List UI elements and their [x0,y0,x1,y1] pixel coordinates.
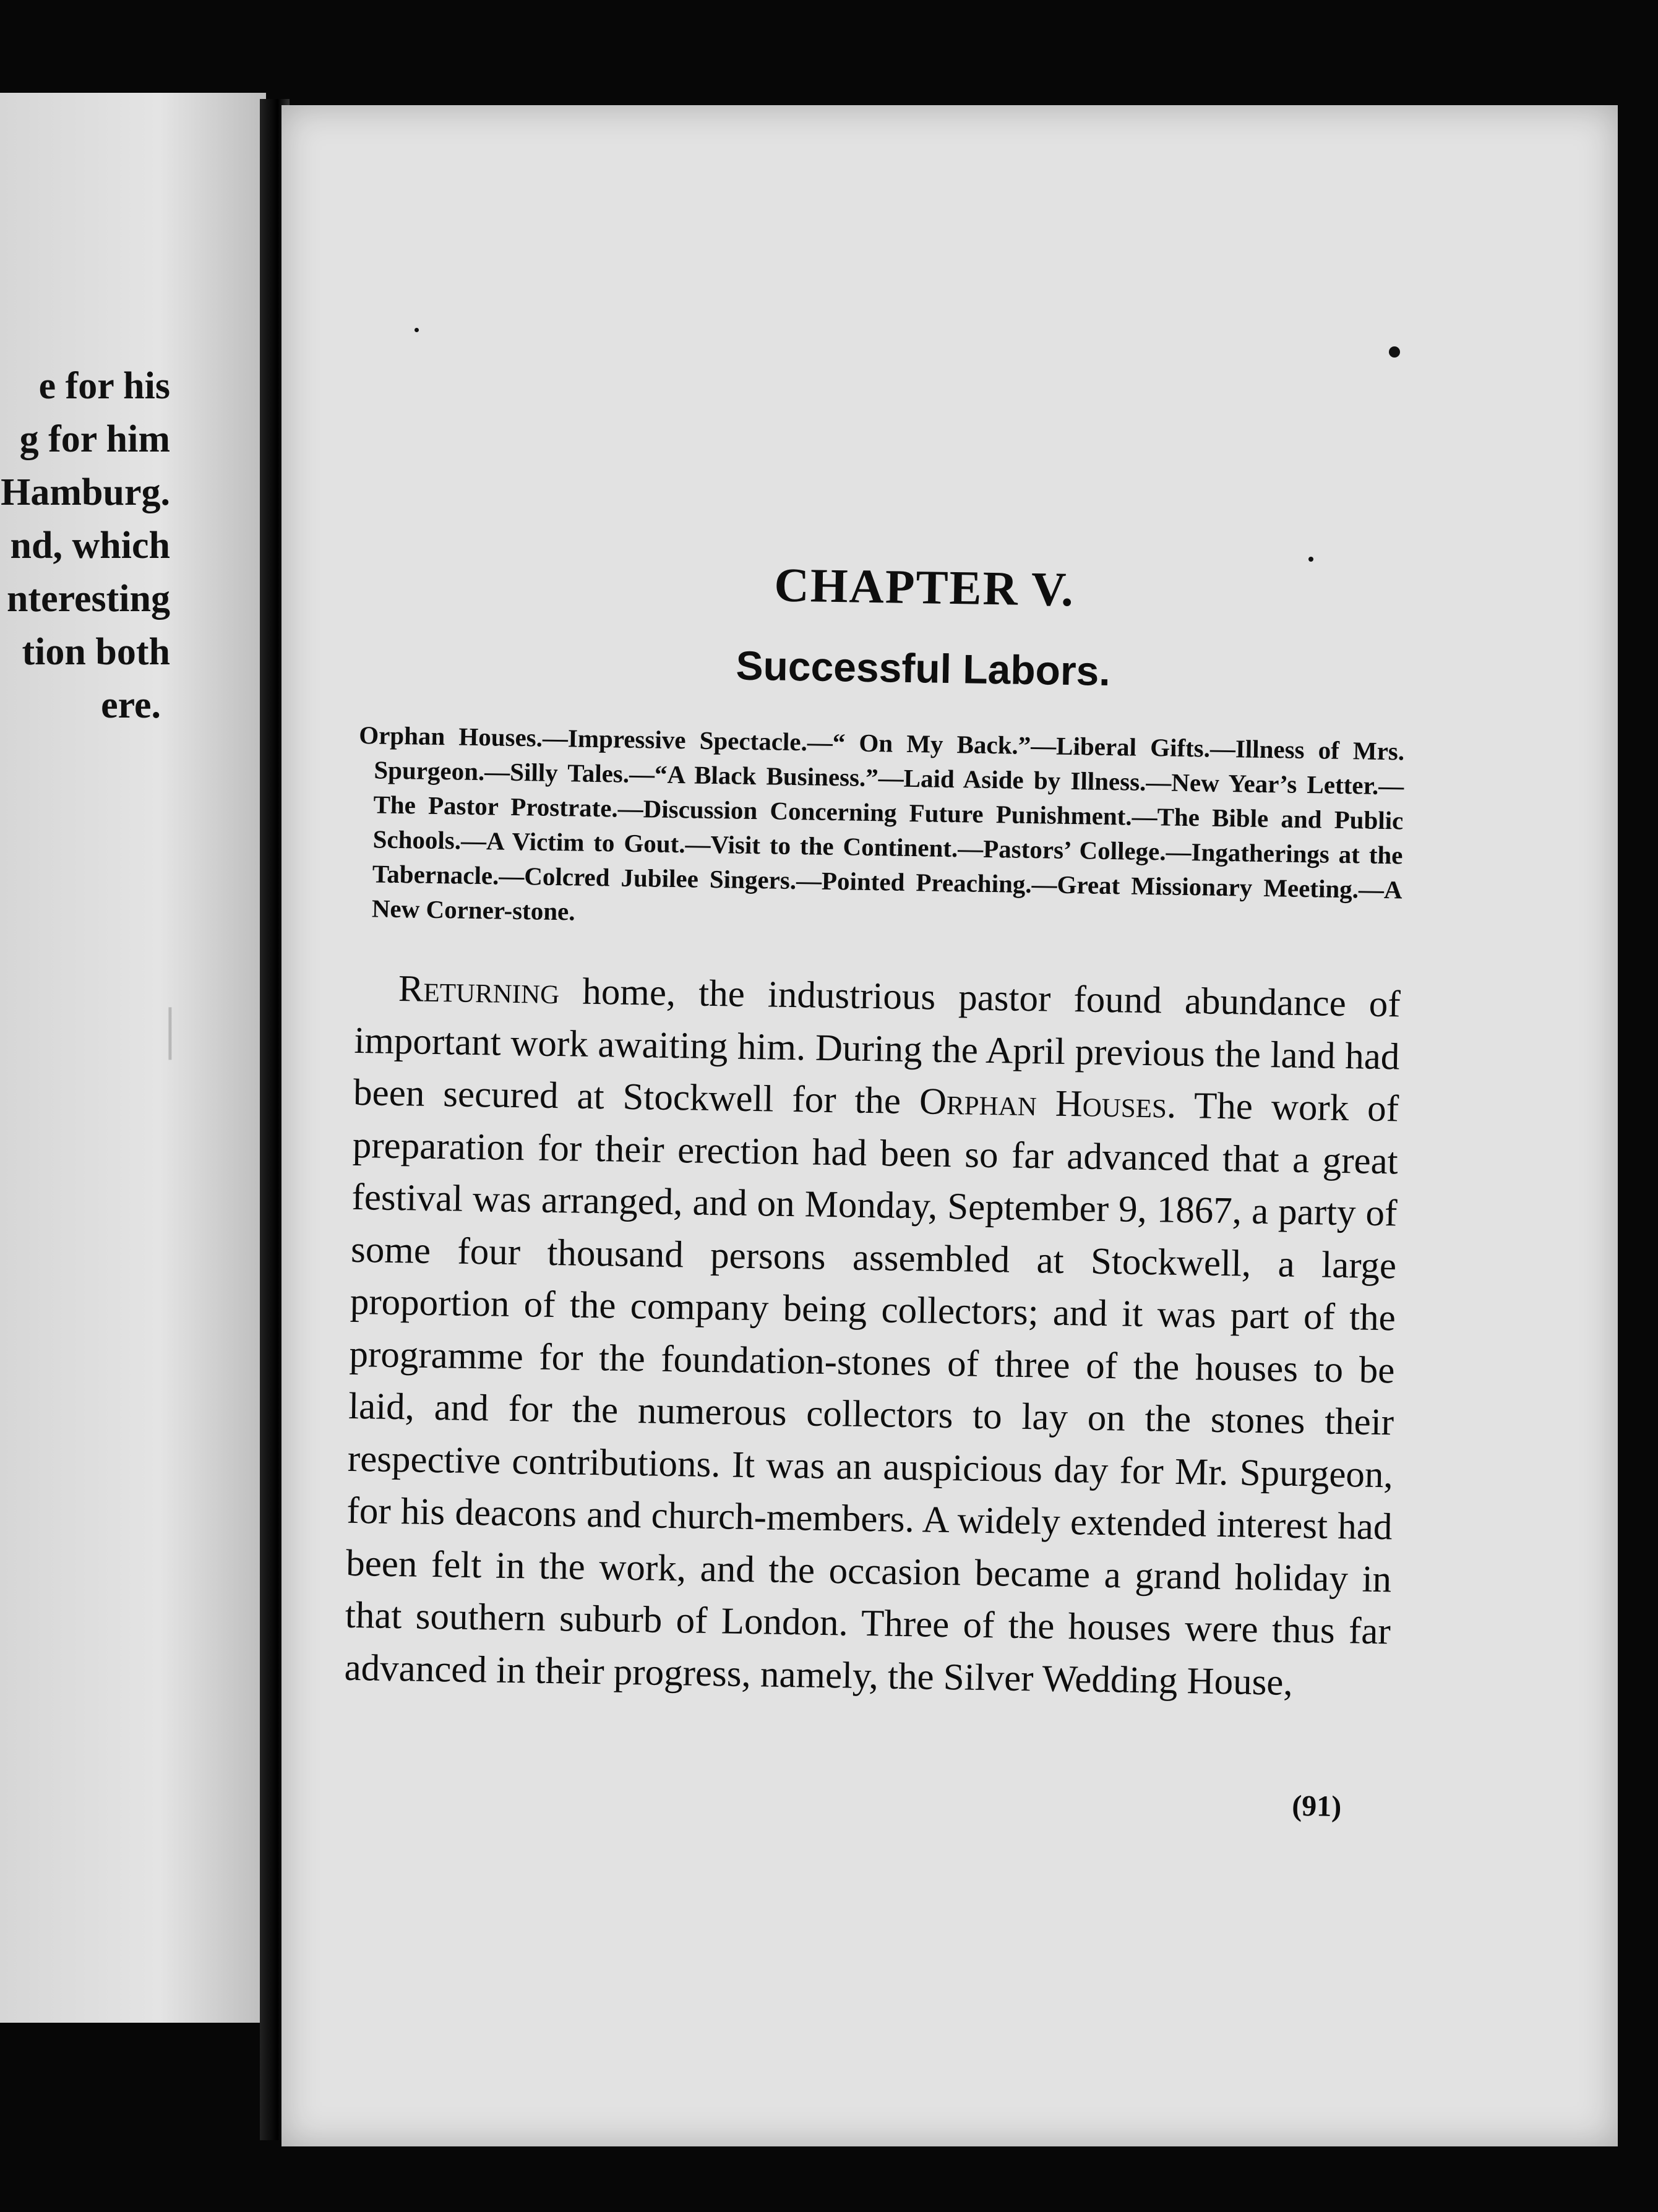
left-page-line: ere. [101,684,161,726]
page-number: (91) [1291,1789,1342,1824]
body-text-part: The work of preparation for their erection had been so far advanced that a great festival was arranged, and on Monday, September 9, 1867, a party of some four thousand persons assembled at Stockwell, a large proportion of the company being collectors; and it was part of the programme for the foundation-stones of three of the houses to be laid, and for the numerous collectors to lay on the stones their respective contributions. It was an auspicious day for Mr. Spurgeon, for his deacons and church-members. A widely extended interest had been felt in the work, and the occasion became a grand holiday in that southern suburb of London. Three of the houses were thus far advanced in their progress, namely, the Silver Wedding House, [344,1084,1399,1704]
left-page-line: tion both [22,631,170,673]
chapter-subtitle: Successful Labors. [735,642,1111,695]
ink-speck [414,328,419,332]
body-paragraph [344,962,1401,1710]
left-page-line: g for him [19,418,170,460]
ink-speck [1389,346,1400,358]
orphan-houses-term: Orphan Houses. [919,1081,1177,1126]
bleed-through-text: │ [155,1009,186,1057]
left-page [0,93,266,2023]
left-page-line: nteresting [6,578,170,620]
lead-word: Returning [398,968,560,1013]
left-page-line: e for his [38,365,170,407]
body-text-part: home, the industrious pastor found abundance of important work awaiting him. During the April previous the land had been secured at Stockwell for the [353,971,1401,1123]
right-page [281,105,1618,2146]
page-content [344,551,1407,1824]
ink-speck [1308,557,1313,562]
left-page-line: nd, which [10,525,170,567]
left-page-line: Hamburg. [1,471,170,513]
chapter-synopsis: Orphan Houses.—Impressive Spectacle.—“ On My Back.”—Liberal Gifts.—Illness of Mrs. Spurgeon.—Silly Tales.—“A Black Business.”—Laid Aside by Illness.—New Year’s Letter.—The Pastor Prostrate.—Discussion Concerning Future Punishment.—The Bible and Public Schools.—A Victim to Gout.—Visit to the Continent.—Pastors’ College.—Ingatherings at the Tabernacle.—Colcred Jubilee Singers.—Pointed Preaching.—Great Missionary Meeting.—A New Corner-stone. [358,720,1405,926]
chapter-title: CHAPTER V. [773,557,1075,617]
